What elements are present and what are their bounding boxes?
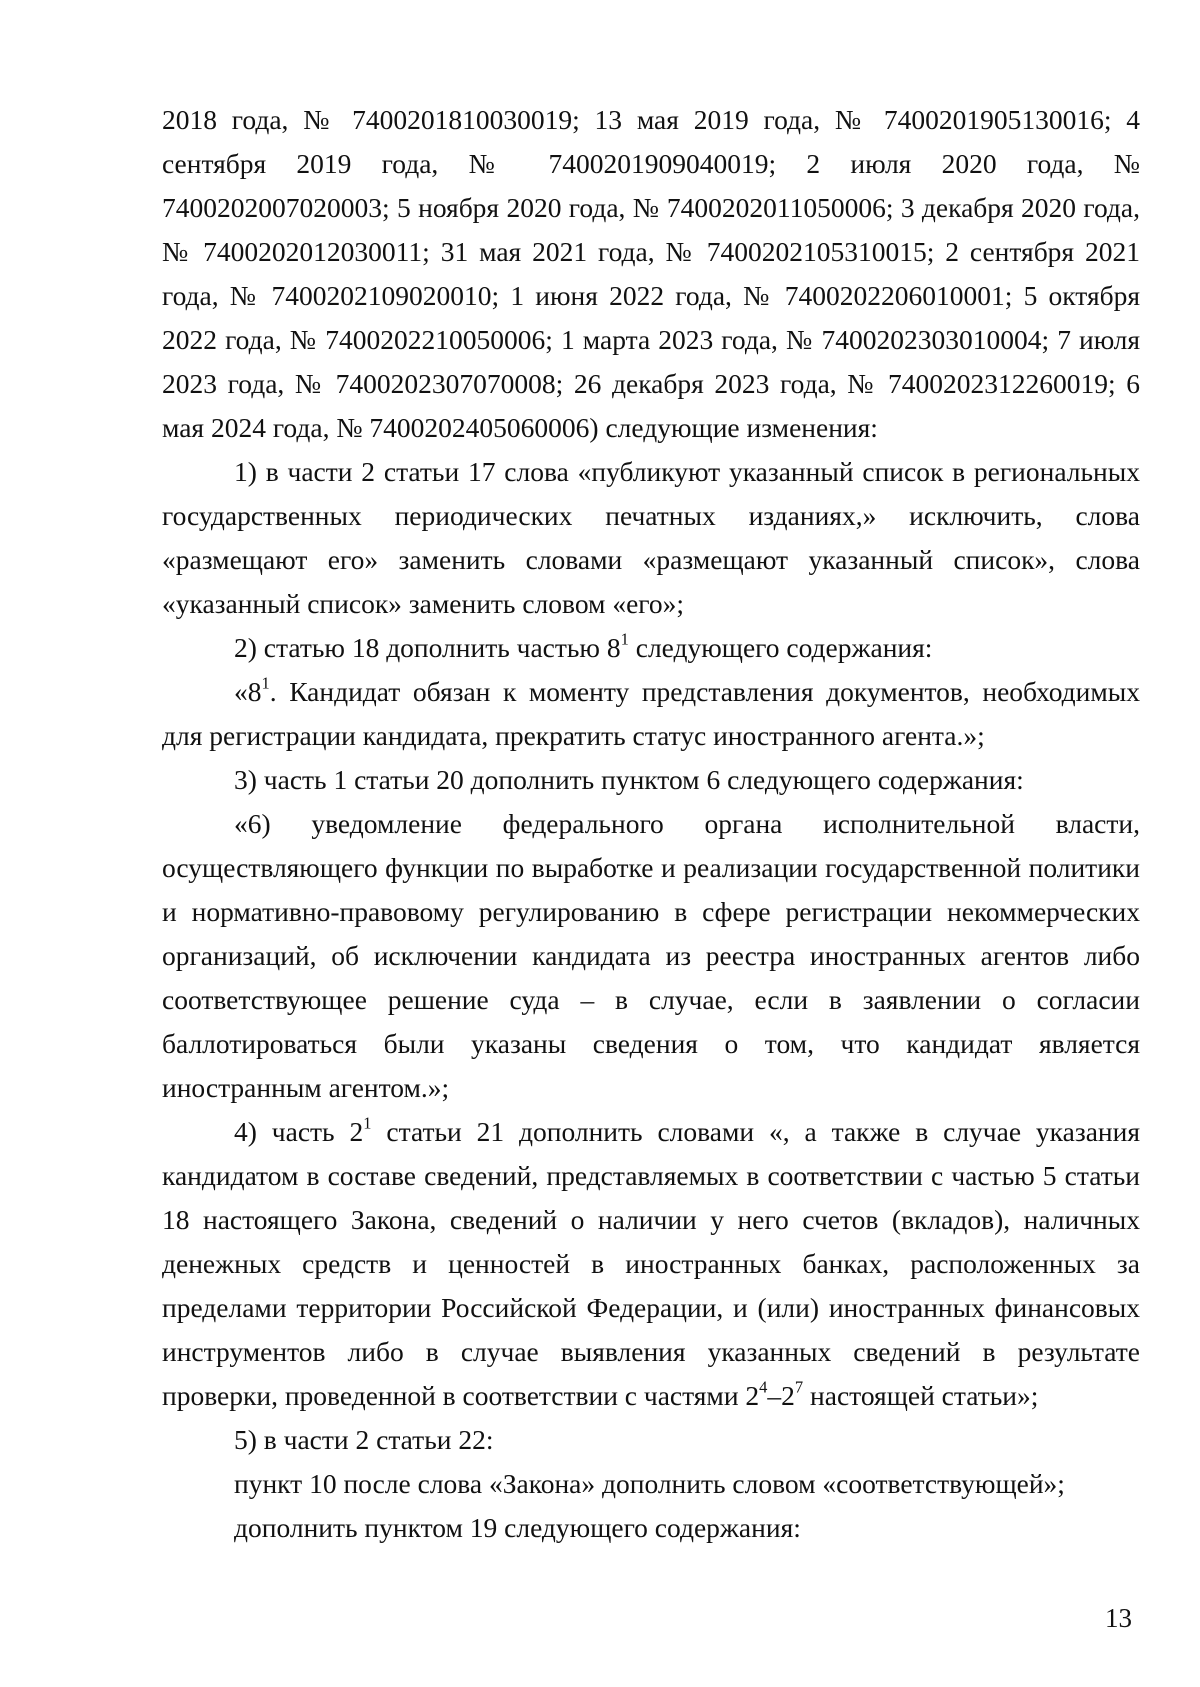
document-body bbox=[162, 98, 1140, 1550]
paragraph-text: пункт 10 после слова «Закона» дополнить словом «соответствующей»; bbox=[234, 1468, 1065, 1499]
paragraph-text: 2) статью 18 дополнить частью 8 bbox=[234, 632, 621, 663]
paragraph bbox=[162, 98, 1140, 450]
paragraph-text: дополнить пунктом 19 следующего содержания: bbox=[234, 1512, 801, 1543]
superscript: 1 bbox=[363, 1113, 372, 1133]
paragraph bbox=[162, 1110, 1140, 1418]
paragraph bbox=[162, 450, 1140, 626]
paragraph bbox=[162, 626, 1140, 670]
paragraph-text: статьи 21 дополнить словами «, а также в случае указания кандидатом в составе сведений, представляемых в соответствии с частью 5 статьи 18 настоящего Закона, сведений о наличии у него счетов (вкладов), наличных денежных средств и ценностей в иностранных банках, расположенных за пределами территории Российской Федерации, и (или) иностранных финансовых инструментов либо в случае выявления указанных сведений в результате проверки, проведенной в соответствии с частями 2 bbox=[162, 1116, 1140, 1411]
paragraph-text: 3) часть 1 статьи 20 дополнить пунктом 6 следующего содержания: bbox=[234, 764, 1024, 795]
paragraph-text: «6) уведомление федерального органа исполнительной власти, осуществляющего функции по выработке и реализации государственной политики и нормативно-правовому регулированию в сфере регистрации некоммерческих организаций, об исключении кандидата из реестра иностранных агентов либо соответствующее решение суда – в случае, если в заявлении о согласии баллотироваться были указаны сведения о том, что кандидат является иностранным агентом.»; bbox=[162, 808, 1140, 1103]
paragraph-text: . Кандидат обязан к моменту представления документов, необходимых для регистрации кандидата, прекратить статус иностранного агента.»; bbox=[162, 676, 1140, 751]
paragraph-text: 5) в части 2 статьи 22: bbox=[234, 1424, 494, 1455]
paragraph bbox=[162, 802, 1140, 1110]
superscript: 4 bbox=[759, 1377, 768, 1397]
paragraph bbox=[162, 670, 1140, 758]
paragraph-text: «8 bbox=[234, 676, 262, 707]
paragraph-text: 1) в части 2 статьи 17 слова «публикуют указанный список в региональных государственных периодических печатных изданиях,» исключить, слова «размещают его» заменить словами «размещают указанный список», слова «указанный список» заменить словом «его»; bbox=[162, 456, 1140, 619]
superscript: 1 bbox=[620, 629, 629, 649]
paragraph bbox=[162, 1462, 1140, 1506]
paragraph-text: –2 bbox=[767, 1380, 795, 1411]
superscript: 1 bbox=[261, 673, 270, 693]
paragraph-text: следующего содержания: bbox=[628, 632, 933, 663]
paragraph-text: настоящей статьи»; bbox=[803, 1380, 1039, 1411]
page-number: 13 bbox=[1105, 1603, 1132, 1633]
paragraph bbox=[162, 1418, 1140, 1462]
paragraph-text: 4) часть 2 bbox=[234, 1116, 364, 1147]
superscript: 7 bbox=[794, 1377, 804, 1397]
paragraph-text: 2018 года, № 7400201810030019; 13 мая 2019 года, № 7400201905130016; 4 сентября 2019 года, № 7400201909040019; 2 июля 2020 года, № 7400202007020003; 5 ноября 2020 года, № 7400202011050006; 3 декабря 2020 года, № 7400202012030011; 31 мая 2021 года, № 7400202105310015; 2 сентября 2021 года, № 7400202109020010; 1 июня 2022 года, № 7400202206010001; 5 октября 2022 года, № 7400202210050006; 1 марта 2023 года, № 7400202303010004; 7 июля 2023 года, № 7400202307070008; 26 декабря 2023 года, № 7400202312260019; 6 мая 2024 года, № 7400202405060006) следующие изменения: bbox=[162, 104, 1140, 443]
paragraph bbox=[162, 1506, 1140, 1550]
paragraph bbox=[162, 758, 1140, 802]
